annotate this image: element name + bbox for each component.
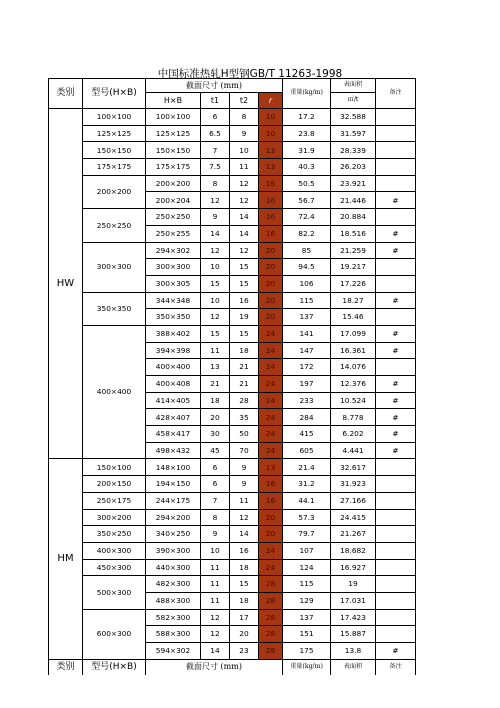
surface-area-header: 表面积 xyxy=(331,79,376,93)
hxb-cell: 100×100 xyxy=(146,109,201,126)
weight-cell: 57.3 xyxy=(283,509,331,526)
r-cell: 28 xyxy=(259,643,283,660)
t2-cell: 18 xyxy=(230,592,259,609)
hxb-cell: 340×250 xyxy=(146,526,201,543)
r-cell: 20 xyxy=(259,292,283,309)
r-cell: 13 xyxy=(259,159,283,176)
remark-cell xyxy=(376,576,416,593)
model-cell: 300×200 xyxy=(83,509,146,526)
weight-cell: 72.4 xyxy=(283,209,331,226)
table-row xyxy=(49,292,416,309)
t1-cell: 14 xyxy=(201,225,230,242)
r-cell: 24 xyxy=(259,426,283,443)
r-cell: 10 xyxy=(259,125,283,142)
surface-area-cell: 17.031 xyxy=(331,592,376,609)
table-row xyxy=(49,109,416,126)
t2-cell: 8 xyxy=(230,109,259,126)
footer-weight: 重量(kg/m) xyxy=(283,659,331,675)
hxb-cell: 175×175 xyxy=(146,159,201,176)
weight-cell: 415 xyxy=(283,426,331,443)
t2-cell: 28 xyxy=(230,392,259,409)
table-body xyxy=(49,109,416,660)
remark-cell: # xyxy=(376,292,416,309)
r-cell: 20 xyxy=(259,242,283,259)
weight-cell: 85 xyxy=(283,242,331,259)
weight-cell: 115 xyxy=(283,292,331,309)
surface-area-cell: 31.923 xyxy=(331,476,376,493)
t1-cell: 12 xyxy=(201,242,230,259)
remark-cell xyxy=(376,526,416,543)
t2-cell: 15 xyxy=(230,275,259,292)
table-row xyxy=(49,576,416,593)
surface-area-cell: 21.259 xyxy=(331,242,376,259)
t1-cell: 6 xyxy=(201,109,230,126)
t2-cell: 50 xyxy=(230,426,259,443)
weight-cell: 147 xyxy=(283,342,331,359)
t1-cell: 11 xyxy=(201,342,230,359)
t1-cell: 11 xyxy=(201,592,230,609)
t2-cell: 16 xyxy=(230,542,259,559)
t1-cell: 20 xyxy=(201,409,230,426)
remark-cell: # xyxy=(376,242,416,259)
remark-header: 备注 xyxy=(376,79,416,109)
remark-cell xyxy=(376,209,416,226)
hxb-cell: 250×255 xyxy=(146,225,201,242)
hxb-cell: 200×200 xyxy=(146,175,201,192)
surface-area-cell: 28.339 xyxy=(331,142,376,159)
hxb-cell: 300×300 xyxy=(146,259,201,276)
remark-cell xyxy=(376,125,416,142)
surface-area-cell: 21.267 xyxy=(331,526,376,543)
t1-cell: 11 xyxy=(201,559,230,576)
remark-cell: # xyxy=(376,342,416,359)
t1-cell: 8 xyxy=(201,175,230,192)
r-cell: 24 xyxy=(259,325,283,342)
surface-area-cell: 10.524 xyxy=(331,392,376,409)
surface-area-cell: 18.516 xyxy=(331,225,376,242)
t1-cell: 7 xyxy=(201,492,230,509)
t2-cell: 21 xyxy=(230,359,259,376)
t1-cell: 12 xyxy=(201,309,230,326)
r-cell: 28 xyxy=(259,576,283,593)
surface-area-cell: 4.441 xyxy=(331,442,376,459)
footer-category: 类别 xyxy=(49,659,83,675)
model-cell: 250×175 xyxy=(83,492,146,509)
t2-cell: 35 xyxy=(230,409,259,426)
hxb-cell: 344×348 xyxy=(146,292,201,309)
table-row xyxy=(49,159,416,176)
t2-cell: 11 xyxy=(230,159,259,176)
r-cell: 20 xyxy=(259,275,283,292)
weight-cell: 115 xyxy=(283,576,331,593)
t1-cell: 45 xyxy=(201,442,230,459)
t1-cell: 6.5 xyxy=(201,125,230,142)
surface-area-cell: 8.778 xyxy=(331,409,376,426)
t1-cell: 7 xyxy=(201,142,230,159)
remark-cell xyxy=(376,509,416,526)
t2-cell: 12 xyxy=(230,509,259,526)
t2-cell: 18 xyxy=(230,342,259,359)
t2-cell: 12 xyxy=(230,192,259,209)
weight-cell: 21.4 xyxy=(283,459,331,476)
model-cell: 350×250 xyxy=(83,526,146,543)
t2-cell: 23 xyxy=(230,643,259,660)
hxb-cell: 394×398 xyxy=(146,342,201,359)
hxb-cell: 414×405 xyxy=(146,392,201,409)
weight-cell: 44.1 xyxy=(283,492,331,509)
t1-cell: 12 xyxy=(201,626,230,643)
surface-area-cell: 6.202 xyxy=(331,426,376,443)
surface-area-cell: 15.887 xyxy=(331,626,376,643)
table-row xyxy=(49,125,416,142)
surface-area-cell: 16.361 xyxy=(331,342,376,359)
hxb-cell: 250×250 xyxy=(146,209,201,226)
r-cell: 10 xyxy=(259,109,283,126)
model-cell: 200×150 xyxy=(83,476,146,493)
remark-cell xyxy=(376,259,416,276)
t2-cell: 17 xyxy=(230,609,259,626)
table-row xyxy=(49,459,416,476)
hxb-cell: 594×302 xyxy=(146,643,201,660)
t1-cell: 8 xyxy=(201,509,230,526)
weight-cell: 17.2 xyxy=(283,109,331,126)
r-cell: 20 xyxy=(259,509,283,526)
weight-cell: 137 xyxy=(283,309,331,326)
weight-cell: 605 xyxy=(283,442,331,459)
hxb-cell: 440×300 xyxy=(146,559,201,576)
surface-area-cell: 20.884 xyxy=(331,209,376,226)
r-cell: 16 xyxy=(259,225,283,242)
hxb-cell: 582×300 xyxy=(146,609,201,626)
t2-cell: 12 xyxy=(230,242,259,259)
hxb-cell: 388×402 xyxy=(146,325,201,342)
surface-area-cell: 26.203 xyxy=(331,159,376,176)
t1-cell: 12 xyxy=(201,609,230,626)
hxb-cell: 148×100 xyxy=(146,459,201,476)
weight-cell: 107 xyxy=(283,542,331,559)
table-title: 中国标准热轧H型钢GB/T 11263-1998 xyxy=(157,68,343,80)
remark-cell xyxy=(376,159,416,176)
weight-cell: 50.5 xyxy=(283,175,331,192)
remark-cell: # xyxy=(376,392,416,409)
weight-cell: 82.2 xyxy=(283,225,331,242)
model-cell: 100×100 xyxy=(83,109,146,126)
t2-cell: 16 xyxy=(230,292,259,309)
remark-cell xyxy=(376,626,416,643)
t2-cell: 15 xyxy=(230,576,259,593)
t2-cell: 19 xyxy=(230,309,259,326)
t1-cell: 30 xyxy=(201,426,230,443)
category-cell: HW xyxy=(49,109,83,459)
t2-cell: 21 xyxy=(230,376,259,393)
remark-cell xyxy=(376,592,416,609)
hxb-cell: 244×175 xyxy=(146,492,201,509)
surface-area-cell: 15.46 xyxy=(331,309,376,326)
t1-cell: 10 xyxy=(201,292,230,309)
r-cell: 28 xyxy=(259,609,283,626)
t2-cell: 9 xyxy=(230,476,259,493)
t2-cell: 15 xyxy=(230,325,259,342)
model-header: 型号(H×B) xyxy=(83,79,146,109)
table-row xyxy=(49,142,416,159)
t2-cell: 10 xyxy=(230,142,259,159)
surface-area-cell: 12.376 xyxy=(331,376,376,393)
weight-cell: 151 xyxy=(283,626,331,643)
remark-cell: # xyxy=(376,225,416,242)
model-cell: 400×300 xyxy=(83,542,146,559)
t2-cell: 20 xyxy=(230,626,259,643)
weight-cell: 141 xyxy=(283,325,331,342)
t1-cell: 9 xyxy=(201,526,230,543)
remark-cell: # xyxy=(376,325,416,342)
t2-cell: 12 xyxy=(230,175,259,192)
r-cell: 24 xyxy=(259,342,283,359)
remark-cell xyxy=(376,542,416,559)
model-cell: 300×300 xyxy=(83,242,146,292)
surface-area-cell: 19 xyxy=(331,576,376,593)
remark-cell xyxy=(376,476,416,493)
category-cell: HM xyxy=(49,459,83,659)
weight-cell: 172 xyxy=(283,359,331,376)
hxb-cell: 350×350 xyxy=(146,309,201,326)
r-cell: 24 xyxy=(259,392,283,409)
r-cell: 28 xyxy=(259,592,283,609)
r-cell: 24 xyxy=(259,542,283,559)
footer-surface-area: 表面积 xyxy=(331,659,376,675)
model-cell: 175×175 xyxy=(83,159,146,176)
hxb-cell: 458×417 xyxy=(146,426,201,443)
t1-cell: 21 xyxy=(201,376,230,393)
t2-cell: 11 xyxy=(230,492,259,509)
r-cell: 20 xyxy=(259,526,283,543)
remark-cell xyxy=(376,275,416,292)
hxb-cell: 125×125 xyxy=(146,125,201,142)
weight-cell: 56.7 xyxy=(283,192,331,209)
t2-cell: 18 xyxy=(230,559,259,576)
t1-cell: 11 xyxy=(201,576,230,593)
surface-area-cell: 27.166 xyxy=(331,492,376,509)
r-cell: 16 xyxy=(259,476,283,493)
r-cell: 16 xyxy=(259,492,283,509)
hxb-header: H×B xyxy=(146,93,201,109)
h-beam-table xyxy=(48,78,416,675)
remark-cell xyxy=(376,309,416,326)
hxb-cell: 390×300 xyxy=(146,542,201,559)
model-cell: 450×300 xyxy=(83,559,146,576)
t1-cell: 13 xyxy=(201,359,230,376)
r-cell: 24 xyxy=(259,359,283,376)
t2-header: t2 xyxy=(230,93,259,109)
weight-cell: 197 xyxy=(283,376,331,393)
table-row xyxy=(49,209,416,226)
t2-cell: 9 xyxy=(230,459,259,476)
hxb-cell: 400×408 xyxy=(146,376,201,393)
remark-cell xyxy=(376,459,416,476)
surface-area-cell: 13.8 xyxy=(331,643,376,660)
model-cell: 150×150 xyxy=(83,142,146,159)
remark-cell xyxy=(376,175,416,192)
table-row xyxy=(49,509,416,526)
weight-cell: 137 xyxy=(283,609,331,626)
t1-cell: 10 xyxy=(201,259,230,276)
weight-header: 重量(kg/m) xyxy=(283,79,331,109)
r-cell: 28 xyxy=(259,626,283,643)
hxb-cell: 498×432 xyxy=(146,442,201,459)
category-header: 类别 xyxy=(49,79,83,109)
hxb-cell: 200×204 xyxy=(146,192,201,209)
hxb-cell: 588×300 xyxy=(146,626,201,643)
surface-area-cell: 14.076 xyxy=(331,359,376,376)
remark-cell xyxy=(376,609,416,626)
model-cell: 400×400 xyxy=(83,325,146,459)
model-cell: 600×300 xyxy=(83,609,146,659)
surface-unit-header: ㎡/t xyxy=(331,93,376,109)
r-cell: 24 xyxy=(259,559,283,576)
t2-cell: 70 xyxy=(230,442,259,459)
section-dims-header: 截面尺寸 (mm) xyxy=(146,79,283,93)
surface-area-cell: 23.921 xyxy=(331,175,376,192)
t1-cell: 15 xyxy=(201,325,230,342)
hxb-cell: 488×300 xyxy=(146,592,201,609)
hxb-cell: 300×305 xyxy=(146,275,201,292)
surface-area-cell: 17.226 xyxy=(331,275,376,292)
t1-cell: 6 xyxy=(201,476,230,493)
t2-cell: 15 xyxy=(230,259,259,276)
r-cell: 13 xyxy=(259,142,283,159)
surface-area-cell: 17.099 xyxy=(331,325,376,342)
footer-section-dims: 截面尺寸 (mm) xyxy=(146,659,283,675)
table-row xyxy=(49,325,416,342)
weight-cell: 284 xyxy=(283,409,331,426)
table-row xyxy=(49,492,416,509)
t1-cell: 14 xyxy=(201,643,230,660)
table-row xyxy=(49,526,416,543)
t2-cell: 9 xyxy=(230,125,259,142)
weight-cell: 31.9 xyxy=(283,142,331,159)
model-cell: 350×350 xyxy=(83,292,146,325)
t1-cell: 7.5 xyxy=(201,159,230,176)
table-row xyxy=(49,242,416,259)
surface-area-cell: 19.217 xyxy=(331,259,376,276)
footer-remark: 备注 xyxy=(376,659,416,675)
model-cell: 125×125 xyxy=(83,125,146,142)
r-header: r xyxy=(259,93,283,109)
hxb-cell: 294×302 xyxy=(146,242,201,259)
model-cell: 150×100 xyxy=(83,459,146,476)
hxb-cell: 400×400 xyxy=(146,359,201,376)
weight-cell: 31.2 xyxy=(283,476,331,493)
weight-cell: 106 xyxy=(283,275,331,292)
r-cell: 13 xyxy=(259,459,283,476)
hxb-cell: 482×300 xyxy=(146,576,201,593)
weight-cell: 79.7 xyxy=(283,526,331,543)
surface-area-cell: 31.597 xyxy=(331,125,376,142)
remark-cell: # xyxy=(376,409,416,426)
surface-area-cell: 18.27 xyxy=(331,292,376,309)
weight-cell: 23.8 xyxy=(283,125,331,142)
remark-cell xyxy=(376,359,416,376)
weight-cell: 129 xyxy=(283,592,331,609)
remark-cell xyxy=(376,492,416,509)
model-cell: 200×200 xyxy=(83,175,146,208)
r-cell: 20 xyxy=(259,309,283,326)
remark-cell: # xyxy=(376,643,416,660)
remark-cell: # xyxy=(376,192,416,209)
t1-cell: 9 xyxy=(201,209,230,226)
r-cell: 16 xyxy=(259,209,283,226)
t2-cell: 14 xyxy=(230,209,259,226)
weight-cell: 233 xyxy=(283,392,331,409)
remark-cell: # xyxy=(376,426,416,443)
r-cell: 16 xyxy=(259,175,283,192)
weight-cell: 40.3 xyxy=(283,159,331,176)
weight-cell: 175 xyxy=(283,643,331,660)
table-row xyxy=(49,175,416,192)
remark-cell: # xyxy=(376,442,416,459)
t1-cell: 6 xyxy=(201,459,230,476)
r-cell: 24 xyxy=(259,409,283,426)
t1-cell: 10 xyxy=(201,542,230,559)
remark-cell: # xyxy=(376,376,416,393)
hxb-cell: 194×150 xyxy=(146,476,201,493)
remark-cell xyxy=(376,559,416,576)
r-cell: 16 xyxy=(259,192,283,209)
remark-cell xyxy=(376,142,416,159)
r-cell: 24 xyxy=(259,442,283,459)
r-cell: 24 xyxy=(259,376,283,393)
t1-cell: 18 xyxy=(201,392,230,409)
t2-cell: 14 xyxy=(230,526,259,543)
model-cell: 250×250 xyxy=(83,209,146,242)
surface-area-cell: 17.423 xyxy=(331,609,376,626)
t2-cell: 14 xyxy=(230,225,259,242)
hxb-cell: 294×200 xyxy=(146,509,201,526)
model-cell: 500×300 xyxy=(83,576,146,609)
table-row xyxy=(49,609,416,626)
surface-area-cell: 16.927 xyxy=(331,559,376,576)
table-row xyxy=(49,559,416,576)
footer-model: 型号(H×B) xyxy=(83,659,146,675)
surface-area-cell: 24.415 xyxy=(331,509,376,526)
weight-cell: 124 xyxy=(283,559,331,576)
hxb-cell: 428×407 xyxy=(146,409,201,426)
t1-cell: 12 xyxy=(201,192,230,209)
hxb-cell: 150×150 xyxy=(146,142,201,159)
remark-cell xyxy=(376,109,416,126)
weight-cell: 94.5 xyxy=(283,259,331,276)
t1-cell: 15 xyxy=(201,275,230,292)
t1-header: t1 xyxy=(201,93,230,109)
surface-area-cell: 32.617 xyxy=(331,459,376,476)
surface-area-cell: 18.682 xyxy=(331,542,376,559)
table-row xyxy=(49,542,416,559)
surface-area-cell: 32.588 xyxy=(331,109,376,126)
r-cell: 20 xyxy=(259,259,283,276)
table-row xyxy=(49,476,416,493)
surface-area-cell: 21.446 xyxy=(331,192,376,209)
